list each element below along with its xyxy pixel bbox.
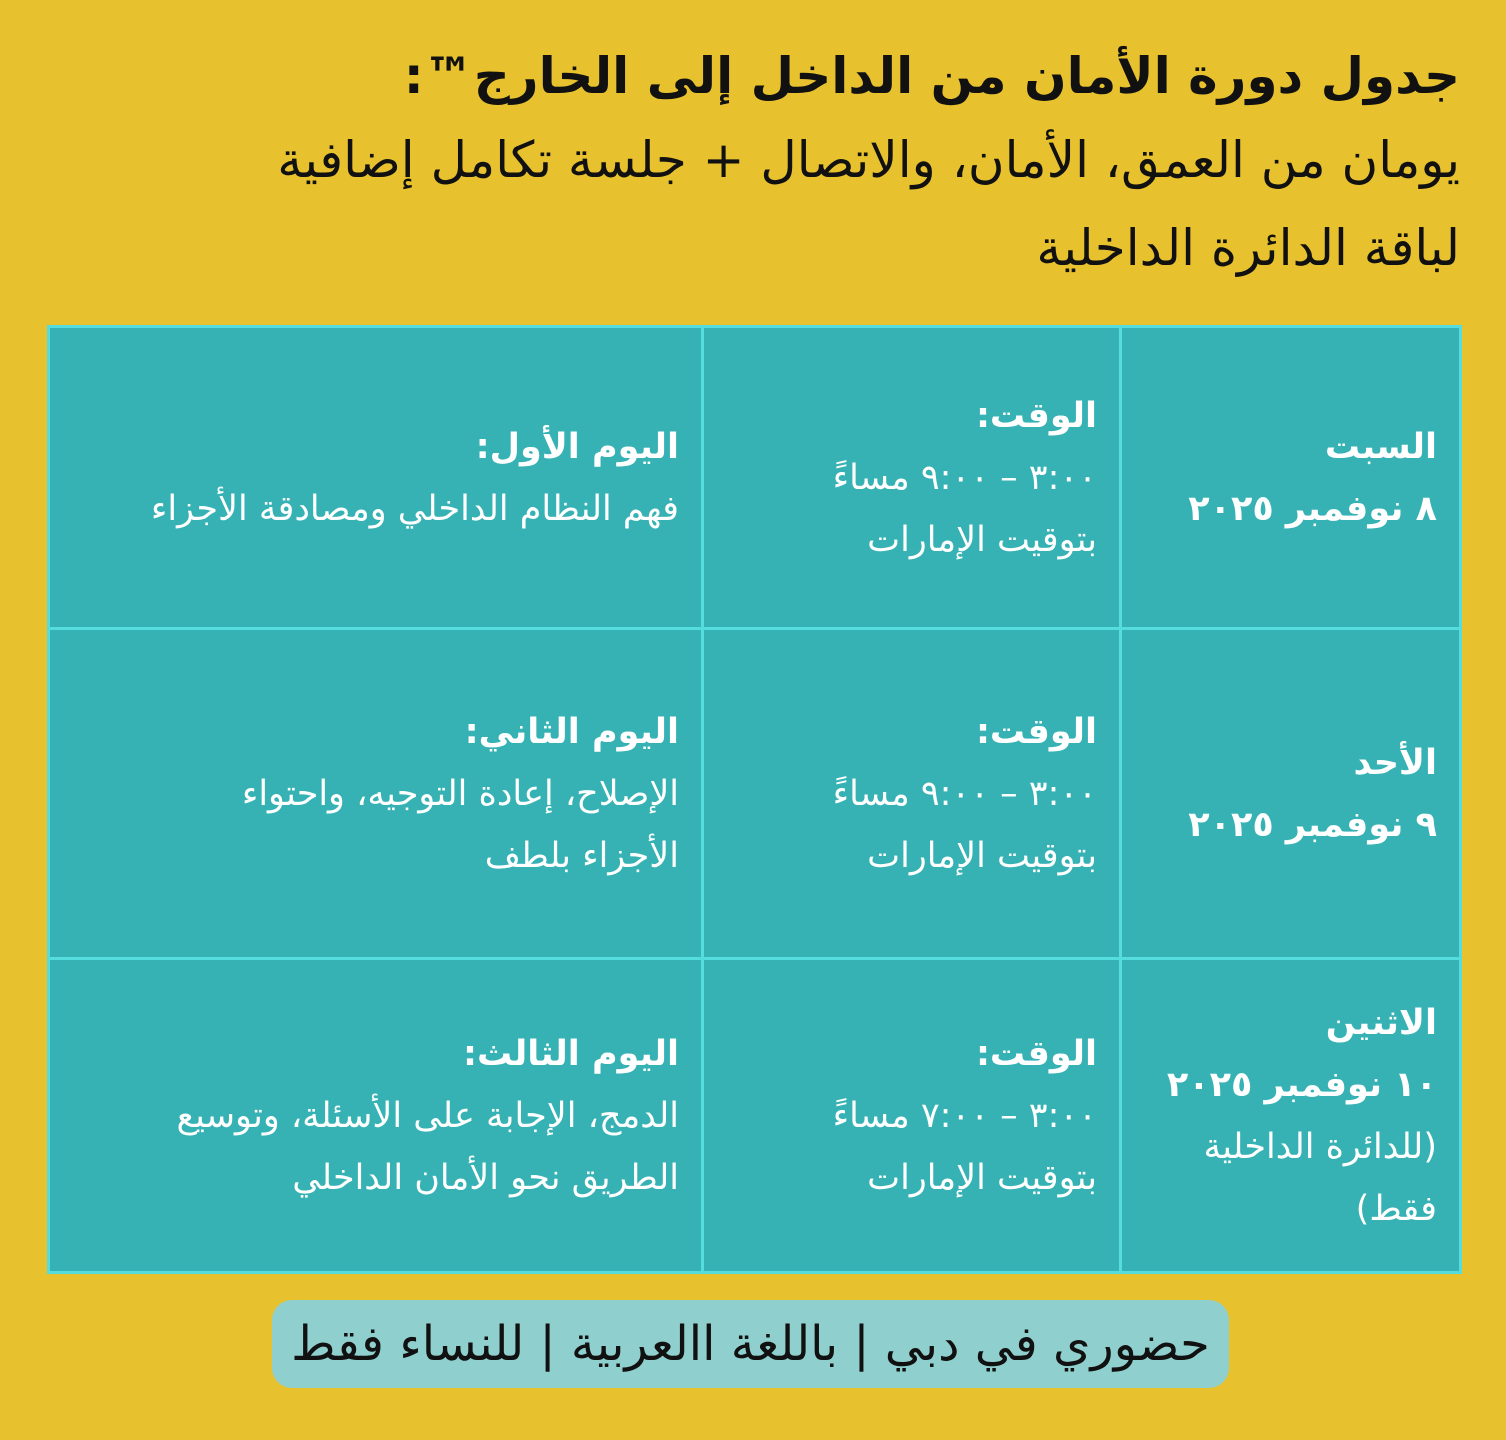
timezone: بتوقيت الإمارات xyxy=(867,835,1097,876)
date: ٩ نوفمبر ٢٠٢٥ xyxy=(1188,804,1437,845)
time-label: الوقت: xyxy=(975,711,1097,752)
footer-badge xyxy=(272,1300,1229,1388)
day-name: الاثنين xyxy=(1325,1002,1437,1043)
session-description: فهم النظام الداخلي ومصادقة الأجزاء xyxy=(150,488,679,529)
time-range: ٣:٠٠ – ٩:٠٠ مساءً xyxy=(832,457,1097,498)
time-cell xyxy=(703,327,1121,629)
time-cell xyxy=(703,959,1121,1273)
page-title: جدول دورة الأمان من الداخل إلى الخارج™: xyxy=(403,47,1460,105)
timezone: بتوقيت الإمارات xyxy=(867,1157,1097,1198)
date-note-line-2: فقط) xyxy=(1355,1188,1437,1229)
session-cell xyxy=(49,629,703,959)
header xyxy=(40,36,1460,292)
schedule-row-saturday xyxy=(49,327,1461,629)
date: ٨ نوفمبر ٢٠٢٥ xyxy=(1188,488,1437,529)
date-note-line-1: (للدائرة الداخلية xyxy=(1203,1126,1437,1167)
time-label: الوقت: xyxy=(975,1033,1097,1074)
date: ١٠ نوفمبر ٢٠٢٥ xyxy=(1166,1064,1437,1105)
time-cell xyxy=(703,629,1121,959)
session-title: اليوم الثالث: xyxy=(463,1033,679,1074)
subtitle-line-2: لباقة الدائرة الداخلية xyxy=(1036,219,1460,277)
session-description-line-1: الدمج، الإجابة على الأسئلة، وتوسيع xyxy=(176,1095,679,1136)
session-description-line-2: الطريق نحو الأمان الداخلي xyxy=(292,1157,679,1198)
session-description-line-1: الإصلاح، إعادة التوجيه، واحتواء xyxy=(241,773,679,814)
time-range: ٣:٠٠ – ٧:٠٠ مساءً xyxy=(832,1095,1097,1136)
session-title: اليوم الأول: xyxy=(475,426,679,467)
session-title: اليوم الثاني: xyxy=(464,711,679,752)
subtitle-line-1: يومان من العمق، الأمان، والاتصال + جلسة تكامل إضافية xyxy=(277,131,1460,189)
session-cell xyxy=(49,959,703,1273)
footer-text: حضوري في دبي | باللغة االعربية | للنساء فقط xyxy=(291,1316,1210,1372)
day-name: الأحد xyxy=(1353,742,1437,783)
timezone: بتوقيت الإمارات xyxy=(867,519,1097,560)
schedule-table xyxy=(47,325,1462,1274)
date-cell xyxy=(1121,629,1461,959)
date-cell xyxy=(1121,959,1461,1273)
time-label: الوقت: xyxy=(975,395,1097,436)
schedule-row-monday xyxy=(49,959,1461,1273)
date-cell xyxy=(1121,327,1461,629)
session-description-line-2: الأجزاء بلطف xyxy=(484,835,679,876)
session-cell xyxy=(49,327,703,629)
time-range: ٣:٠٠ – ٩:٠٠ مساءً xyxy=(832,773,1097,814)
day-name: السبت xyxy=(1324,426,1437,467)
schedule-row-sunday xyxy=(49,629,1461,959)
